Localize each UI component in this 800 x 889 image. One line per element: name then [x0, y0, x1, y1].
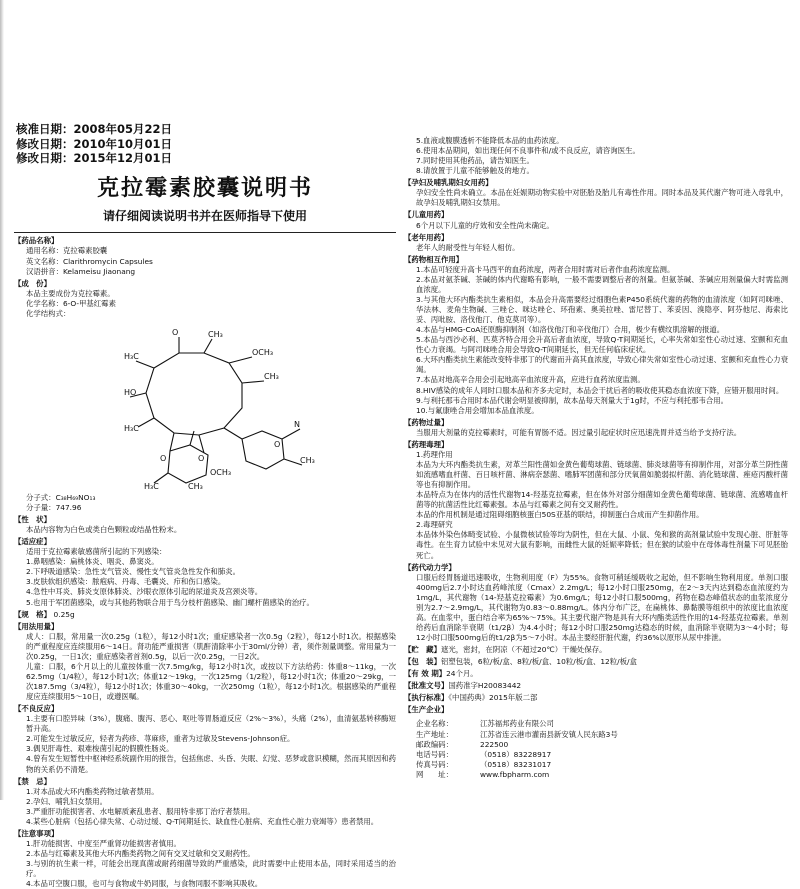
contraindication-line: 1.对本品或大环内酯类药物过敏者禁用。	[26, 786, 159, 796]
section-pregnancy-heading: 【孕妇及哺乳期妇女用药】	[404, 178, 493, 188]
interaction-line: 10.与氟康唑合用会增加本品血浓度。	[416, 405, 539, 415]
validity-text: 24个月。	[446, 669, 478, 679]
svg-text:CH₃: CH₃	[300, 455, 315, 465]
indication-line: 3.皮肤软组织感染：脓疱病、丹毒、毛囊炎、疖和伤口感染。	[26, 577, 226, 587]
svg-text:HO: HO	[124, 387, 137, 397]
manufacturer-value: （0518）83231017	[480, 759, 552, 769]
caution-line: 6.使用本品期间，如出现任何不良事件和/或不良反应，请咨询医生。	[416, 146, 640, 156]
pharmacology-line: 本品的作用机制是通过阻碍细胞核蛋白50S亚基的联结，抑制蛋白合成而产生抑菌作用。	[416, 510, 704, 520]
section-approval-heading	[404, 681, 788, 691]
interaction-line: 1.本品可轻度升高卡马西平的血药浓度，两者合用时需对后者作血药浓度监测。	[416, 264, 675, 274]
composition-line: 本品主要成份为克拉霉素。	[26, 288, 115, 298]
manufacturer-key: 生产地址：	[416, 729, 453, 739]
section-caution-heading: 【注意事项】	[14, 828, 59, 838]
section-storage-heading	[404, 645, 788, 655]
pharmacology-line: 本品为大环内酯类抗生素，对革兰阳性菌如金黄色葡萄球菌、链球菌、肺炎球菌等有抑制作用，对部分革兰阴性菌如流感嗜血杆菌、百日咳杆菌、淋病奈瑟菌、嗜肺军团菌和部分厌氧菌如脆弱拟杆菌、消化链球菌、痤疮丙酸杆菌等也有抑制作用。	[416, 459, 788, 490]
svg-text:O: O	[274, 439, 281, 449]
document-title: 克拉霉素胶囊说明书	[96, 176, 313, 202]
manufacturer-key: 传真号码：	[416, 759, 453, 769]
manufacturer-key: 企业名称：	[416, 719, 453, 729]
structure-diagram	[124, 323, 314, 491]
pharmacology-line: 1.药理作用	[416, 449, 453, 459]
manufacturer-block	[404, 719, 788, 779]
svg-text:CH₃: CH₃	[208, 329, 223, 339]
drug-name-line: 通用名称：克拉霉素胶囊	[26, 246, 108, 256]
manufacturer-value: 222500	[480, 739, 509, 749]
package-text: 铝塑包装，6粒/板/盒、8粒/板/盒、10粒/板/盒、12粒/板/盒	[440, 657, 637, 667]
package-heading-label: 【包 装】	[404, 657, 441, 667]
standard-text: 《中国药典》2015年版二部	[448, 693, 538, 703]
adverse-line: 4.曾有发生短暂性中枢神经系统副作用的报告，包括焦虑、头昏、失眠、幻觉、恶梦或意识模糊，然而其原因和药物的关系仍不清楚。	[26, 754, 396, 774]
adverse-line: 2.可能发生过敏反应，轻者为药疹、荨麻疹，重者为过敏及Stevens-Johnson症。	[26, 734, 295, 744]
section-indication-heading: 【适应症】	[14, 537, 51, 547]
section-pharmacology-heading: 【药理毒理】	[404, 439, 449, 449]
manufacturer-value: 江苏省连云港市灌南县新安镇人民东路3号	[480, 729, 618, 739]
caution-line: 4.本品可空腹口服，也可与食物或牛奶同服，与食物同服不影响其吸收。	[26, 879, 263, 889]
svg-text:H₃C: H₃C	[124, 423, 139, 433]
storage-heading-label: 【贮 藏】	[404, 645, 441, 655]
spec-heading-label: 【规 格】	[14, 609, 51, 619]
interaction-line: 5.本品与西沙必利、匹莫齐特合用会升高后者血浓度，导致Q-T间期延长，心率失常如室性心动过速、室颤和充血性心力衰竭。与阿司咪唑合用会导致Q-T间期延长，但无任何临床症状。	[416, 335, 788, 355]
manufacturer-key: 邮政编码：	[416, 739, 453, 749]
caution-line: 8.请放置于儿童不能够触及的地方。	[416, 166, 534, 176]
standard-heading-label: 【执行标准】	[404, 693, 449, 703]
interaction-line: 8.HIV感染的成年人同时口服本品和齐多夫定时，本品会干扰后者的吸收使其稳态血浓度下降，应错开服用时间。	[416, 385, 784, 395]
composition-line: 化学结构式：	[26, 308, 71, 318]
adverse-line: 3.偶见肝毒性、艰难梭菌引起的假膜性肠炎。	[26, 744, 174, 754]
indication-line: 4.急性中耳炎、肺炎支原体肺炎、沙眼衣原体引起的尿道炎及宫颈炎等。	[26, 587, 263, 597]
section-spec-heading	[14, 610, 396, 620]
spec-value: 0.25g	[53, 609, 75, 619]
svg-text:O: O	[198, 453, 205, 463]
interaction-line: 4.本品与HMG-CoA还原酶抑制剂（如洛伐他汀和辛伐他汀）合用，极少有横纹肌溶解的报道。	[416, 325, 725, 335]
svg-text:OCH₃: OCH₃	[252, 347, 274, 357]
elderly-text: 老年人的耐受性与年轻人相仿。	[416, 242, 520, 252]
section-composition-heading: 【成 份】	[14, 278, 51, 288]
storage-text: 遮光，密封，在阴凉（不超过20℃）干燥处保存。	[440, 645, 607, 655]
section-child-heading: 【儿童用药】	[404, 210, 449, 220]
manufacturer-key: 网 址：	[416, 769, 453, 779]
section-standard-heading	[404, 693, 788, 703]
drug-name-line: 英文名称：Clarithromycin Capsules	[26, 256, 153, 266]
modified-date-1: 修改日期：2010年10月01日	[16, 136, 173, 151]
composition-line: 化学名称：6-O-甲基红霉素	[26, 298, 116, 308]
caution-line: 5.血液或腹膜透析不能降低本品的血药浓度。	[416, 136, 564, 145]
manufacturer-row	[416, 750, 788, 760]
molecular-weight: 分子量：747.96	[26, 502, 82, 512]
svg-text:OCH₃: OCH₃	[210, 467, 232, 477]
molecular-formula: 分子式：C₃₈H₆₉NO₁₃	[26, 492, 96, 502]
svg-text:CH₃: CH₃	[264, 371, 279, 381]
section-contraindication-heading: 【禁 忌】	[14, 776, 51, 786]
manufacturer-value: （0518）83228917	[480, 749, 552, 759]
overdose-text: 当服用大剂量的克拉霉素时，可能有胃肠不适。因过量引起症状时应迅速洗胃并适当给予支持疗法。	[416, 427, 742, 437]
contraindication-line: 2.孕妇、哺乳妇女禁用。	[26, 796, 107, 806]
section-interaction-heading: 【药物相互作用】	[404, 254, 464, 264]
interaction-line: 6.大环内酯类抗生素能改变特非那丁的代谢而升高其血浓度，导致心律失常如室性心动过速、室颤和充血性心力衰竭。	[416, 355, 788, 375]
interaction-line: 7.本品对地高辛合用会引起地高辛血浓度升高，应进行血药浓度监测。	[416, 375, 645, 385]
section-manufacturer-heading: 【生产企业】	[404, 705, 449, 715]
caution-line: 7.同时使用其他药品，请告知医生。	[416, 156, 534, 166]
section-drug-name-heading: 【药品名称】	[14, 236, 59, 246]
adverse-line: 1.主要有口腔异味（3%），腹痛、腹泻、恶心、呕吐等胃肠道反应（2%～3%），头痛（2%），血清氨基转移酶短暂升高。	[26, 714, 396, 734]
right-column	[404, 136, 788, 794]
contraindication-line: 3.严重肝功能损害者、水电解质紊乱患者、服用特非那丁治疗者禁用。	[26, 806, 255, 816]
drug-name-line: 汉语拼音：Kelameisu Jiaonang	[26, 266, 136, 276]
date-block	[16, 122, 396, 166]
pregnancy-text: 孕妇安全性尚未确立。本品在妊娠期动物实验中对胚胎及胎儿有毒性作用。同时本品及其代谢产物可进入母乳中，故孕妇及哺乳期妇女禁用。	[416, 188, 788, 208]
manufacturer-row	[416, 760, 788, 770]
section-overdose-heading: 【药物过量】	[404, 417, 449, 427]
pharmacology-line: 本品体外染色体畸变试验、小鼠微核试验等均为阴性，但在大鼠、小鼠、兔和猴的高剂量试验中发现心脏、肝脏等毒性。在生育力试验中未见对大鼠有影响，而雌性大鼠的妊娠率降低；但在猴的试验中在母体毒性剂量下可见胚胎死亡。	[416, 530, 788, 560]
svg-text:CH₃: CH₃	[188, 481, 203, 491]
indication-line: 2.下呼吸道感染：急性支气管炎、慢性支气管炎急性发作和肺炎。	[26, 567, 240, 577]
section-package-heading	[404, 657, 788, 667]
modified-date-2: 修改日期：2015年12月01日	[16, 151, 173, 166]
approval-heading-label: 【批准文号】	[404, 681, 449, 691]
character-text: 本品内容物为白色或类白色颗粒或结晶性粉末。	[26, 525, 182, 535]
validity-heading-label: 【有 效 期】	[404, 669, 447, 679]
caution-line: 2.本品与红霉素及其他大环内酯类药物之间有交叉过敏和交叉耐药性。	[26, 849, 255, 858]
svg-text:H₃C: H₃C	[124, 351, 139, 361]
manufacturer-row	[416, 730, 788, 740]
section-adverse-heading: 【不良反应】	[14, 704, 59, 714]
indication-line: 1.鼻咽感染：扁桃体炎、咽炎、鼻窦炎。	[26, 557, 159, 567]
usage-paragraph: 儿童：口服，6个月以上的儿童按体重一次7.5mg/kg，每12小时1次，或按以下方法给药：体重8～11kg，一次62.5mg（1/4粒），每12小时1次；体重12～19kg，一次125mg（1/2粒），每12小时1次；体重20～29kg，一次187.5mg（3/4粒），每12小时1次；体重30～40kg，一次250mg（1粒），每12小时1次。根据感染的严重程度应连续服用5～10日，或遵医嘱。	[26, 661, 396, 702]
contraindication-line: 4.某些心脏病（包括心律失常、心动过缓、Q-T间期延长、缺血性心脏病、充血性心脏力衰竭等）患者禁用。	[26, 816, 379, 826]
section-validity-heading	[404, 669, 788, 679]
approved-date: 核准日期：2008年05月22日	[16, 122, 173, 136]
section-character-heading: 【性 状】	[14, 515, 51, 524]
indication-line: 5.也用于军团菌感染，或与其他药物联合用于鸟分枝杆菌感染、幽门螺杆菌感染的治疗。	[26, 597, 314, 607]
interaction-line: 2.本品对氨茶碱、茶碱的体内代谢略有影响，一般不需要调整后者的剂量。但氨茶碱、茶碱应用剂量偏大时需监测血浓度。	[416, 274, 788, 294]
svg-text:H₃C: H₃C	[144, 481, 159, 491]
section-pk-heading: 【药代动力学】	[404, 562, 456, 572]
document-subtitle: 请仔细阅读说明书并在医师指导下使用	[102, 209, 307, 224]
chemical-structure	[14, 323, 396, 491]
manufacturer-value: 江苏福邦药业有限公司	[480, 719, 554, 729]
manufacturer-row	[416, 719, 788, 729]
manufacturer-row	[416, 770, 788, 780]
caution-line: 3.与别的抗生素一样，可能会出现真菌或耐药细菌导致的严重感染，此时需要中止使用本品，同时采用适当的治疗。	[26, 859, 396, 879]
pharmacology-line: 2.毒理研究	[416, 520, 453, 530]
pharmacology-line: 本品特点为在体内的活性代谢物14-羟基克拉霉素，但在体外对部分细菌如金黄色葡萄球菌、链球菌、流感嗜血杆菌等的抗菌活性比红霉素强。本品与红霉素之间有交叉耐药性。	[416, 490, 788, 510]
interaction-line: 3.与其他大环内酯类抗生素相似，本品会升高需要经过细胞色素P450系统代谢的药物的血清浓度（如阿司咪唑、华法林、麦角生物碱、三唑仑、咪达唑仑、环孢素、奥美拉唑、雷尼替丁、苯妥因、溴隐亭、阿芬他尼、海索比妥、丙吡胺、洛伐他汀、他克莫司等）。	[416, 294, 788, 325]
manufacturer-value: www.fbpharm.com	[480, 769, 550, 779]
manufacturer-key: 电话号码：	[416, 749, 453, 759]
left-column	[14, 122, 396, 889]
interaction-line: 9.与利托那韦合用时本品代谢会明显被抑制，故本品每天剂量大于1g时，不应与利托那韦合用。	[416, 395, 729, 405]
svg-text:O: O	[172, 327, 179, 337]
approval-text: 国药准字H20083442	[448, 681, 522, 691]
pk-text: 口服后经胃肠道迅速吸收，生物利用度（F）为55%。食物可稍延缓吸收之起始，但不影响生物利用度。单剂口服400mg后2.7小时达血药峰浓度（Cmax）2.2mg/L；每12小时口服250mg，在2～3天内达到稳态血浓度约为1mg/L，其代谢物（14-羟基克拉霉素）为0.6mg/L；每12小时口服500mg，药物在稳态峰值状态的血浆浓度分别为2.7～2.9mg/L，其代谢物为0.83～0.88mg/L。体内分布广泛，在扁桃体、鼻黏膜等组织中的浓度比血浓度高。在血浆中，蛋白结合率为65%～75%。其主要代谢产物是具有大环内酯类活性作用的14-羟基克拉霉素。单剂给药后血消除半衰期（t1/2β）为4.4小时；每12小时口服250mg达稳态的时候，血消除半衰期为3～4小时；每12小时口服500mg后的t1/2β为5～7小时。本品主要经肝脏代谢，约36%以原形从尿中排泄。	[416, 572, 788, 642]
divider	[14, 232, 396, 233]
section-elderly-heading: 【老年用药】	[404, 232, 449, 242]
indication-line: 适用于克拉霉素敏感菌所引起的下列感染：	[26, 547, 167, 557]
svg-text:N: N	[294, 419, 300, 429]
section-usage-heading: 【用法用量】	[14, 621, 59, 631]
caution-line: 1.肝功能损害、中度至严重肾功能损害者慎用。	[26, 838, 181, 848]
svg-text:O: O	[160, 453, 167, 463]
manufacturer-row	[416, 740, 788, 750]
usage-paragraph: 成人：口服，常用量一次0.25g（1粒），每12小时1次；重症感染者一次0.5g（2粒），每12小时1次。根据感染的严重程度应连续服用6～14日。肾功能严重损害（肌酐清除率小于30ml/分钟）者，须作剂量调整。常用量为一次0.25g，一日1次；重症感染者首剂0.5g，以后一次0.25g，一日2次。	[26, 631, 396, 661]
child-text: 6个月以下儿童的疗效和安全性尚未确定。	[416, 220, 554, 230]
scan-edge	[0, 0, 4, 800]
